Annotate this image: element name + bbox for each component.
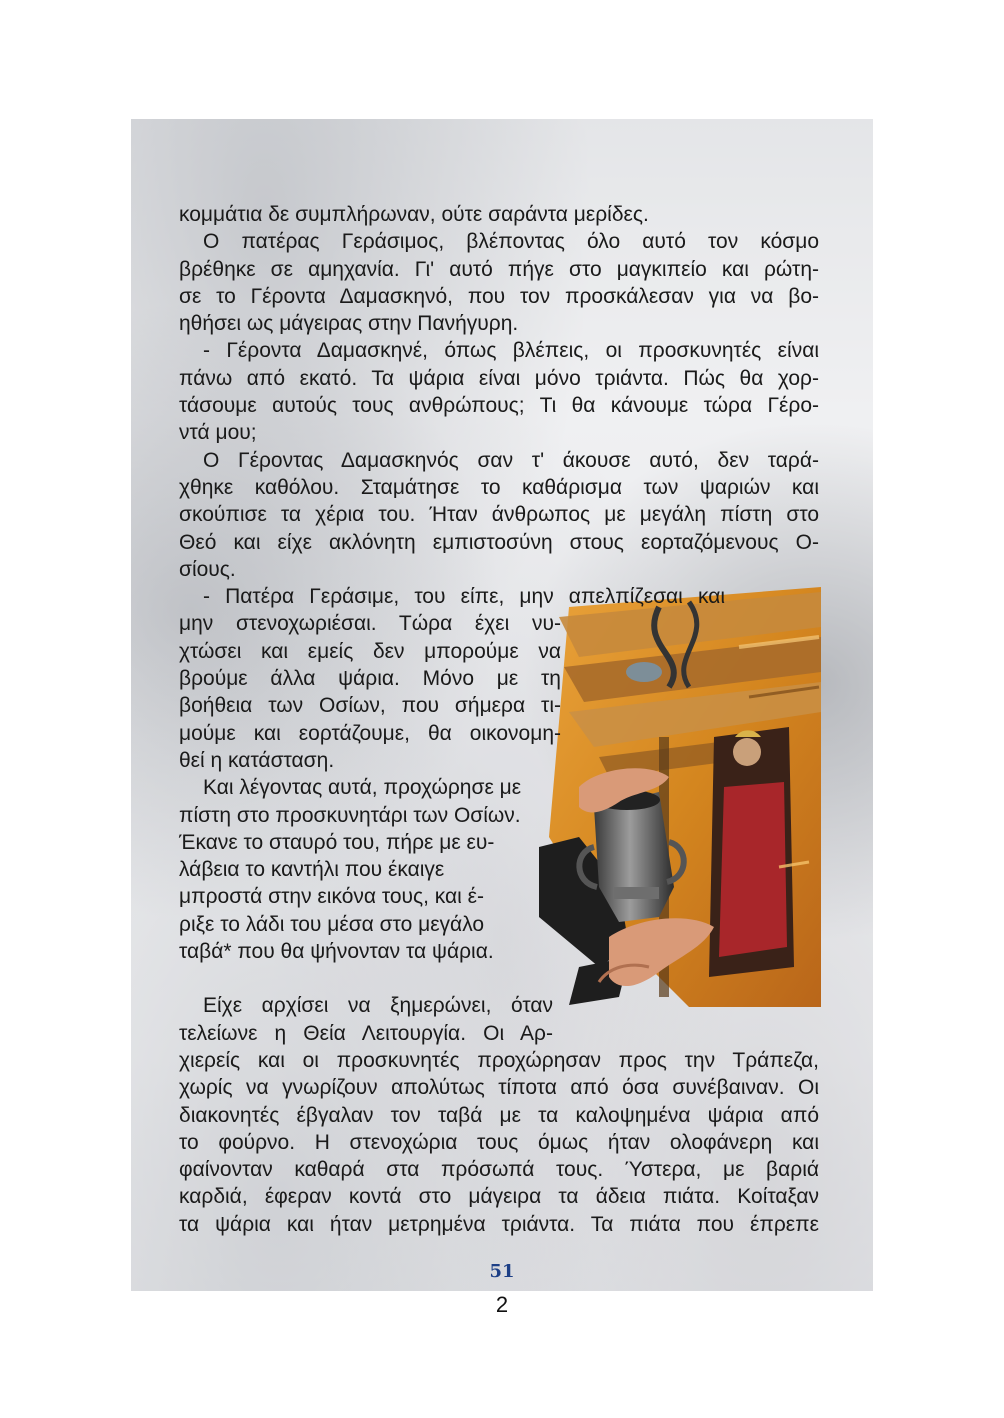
text-line: τελείωνε η Θεία Λειτουργία. Οι Αρ- — [179, 1021, 553, 1045]
text-line: Ο πατέρας Γεράσιμος, βλέποντας όλο αυτό τον κόσμο — [203, 230, 819, 254]
text-line: πίστη στο προσκυνητάρι των Οσίων. — [179, 803, 521, 827]
text-line: τα ψάρια και ήταν μετρημένα τριάντα. Τα πιάτα που έπρεπε — [179, 1212, 819, 1236]
text-line: Ο Γέροντας Δαμασκηνός σαν τ' άκουσε αυτό, δεν ταρά- — [203, 448, 819, 472]
text-line: σε το Γέροντα Δαμασκηνό, που τον προσκάλεσαν για να βο- — [179, 284, 819, 308]
text-line: ντά μου; — [179, 421, 257, 445]
text-line: θεί η κατάσταση. — [179, 748, 335, 772]
text-line: σίους. — [179, 557, 236, 581]
text-line: σκούπισε τα χέρια του. Ήταν άνθρωπος με μεγάλη πίστη στο — [179, 503, 819, 527]
text-line: ριξε το λάδι του μέσα στο μεγάλο — [179, 912, 485, 936]
text-line: χιερείς και οι προσκυνητές προχώρησαν προς την Τράπεζα, — [179, 1048, 819, 1072]
book-page-number: 51 — [489, 1261, 515, 1282]
text-line: ταβά* που θα ψήνονταν τα ψάρια. — [179, 940, 494, 964]
text-line: τάσουμε αυτούς τους ανθρώπους; Τι θα κάνουμε τώρα Γέρο- — [179, 394, 819, 418]
text-line: Θεό και είχε ακλόνητη εμπιστοσύνη στους εορταζόμενους Ο- — [179, 530, 819, 554]
text-line: μπροστά στην εικόνα τους, και έ- — [179, 885, 485, 909]
text-line: ηθήσει ως μάγειρας στην Πανήγυρη. — [179, 312, 519, 336]
text-line: Έκανε το σταυρό του, πήρε με ευ- — [179, 830, 495, 854]
text-line: χτώσει και εμείς δεν μπορούμε να — [179, 639, 561, 663]
text-line: βοήθεια των Οσίων, που σήμερα τι- — [179, 694, 561, 718]
text-line: - Γέροντα Δαμασκηνέ, όπως βλέπεις, οι προσκυνητές είναι — [203, 339, 819, 363]
text-line: κομμάτια δε συμπλήρωναν, ούτε σαράντα μερίδες. — [179, 203, 649, 226]
paragraph-gap — [179, 965, 819, 992]
story-text — [179, 201, 819, 1238]
text-line: χθηκε καθόλου. Σταμάτησε το καθάρισμα των ψαριών και — [179, 475, 819, 499]
text-line: Και λέγοντας αυτά, προχώρησε με — [203, 776, 522, 800]
text-line: βρέθηκε σε αμηχανία. Γι' αυτό πήγε στο μαγκιπείο και ρώτη- — [179, 257, 819, 281]
text-line: βρούμε άλλα ψάρια. Μόνο με τη — [179, 667, 561, 691]
text-line: πάνω από εκατό. Τα ψάρια είναι μόνο τριάντα. Πώς θα χορ- — [179, 366, 819, 390]
text-line: φαίνονταν καθαρά στα πρόσωπά τους. Ύστερα, με βαριά — [179, 1158, 819, 1182]
text-line: λάβεια το καντήλι που έκαιγε — [179, 858, 445, 882]
text-line: διακονητές έβγαλαν τον ταβά με τα καλοψημένα ψάρια από — [179, 1103, 819, 1127]
text-line: - Πατέρα Γεράσιμε, του είπε, μην απελπίζεσαι και — [203, 585, 725, 609]
text-line: μούμε και εορτάζουμε, θα οικονομη- — [179, 721, 561, 745]
text-line: χωρίς να γνωρίζουν απολύτως τίποτα από όσα συνέβαιναν. Οι — [179, 1076, 819, 1100]
book-page — [131, 119, 873, 1291]
text-line: μην στενοχωριέσαι. Τώρα έχει νυ- — [179, 612, 561, 636]
text-line: καρδιά, έφεραν κοντά στο μάγειρα τα άδεια πιάτα. Κοίταξαν — [179, 1185, 819, 1209]
text-line: Είχε αρχίσει να ξημερώνει, όταν — [203, 994, 553, 1018]
text-line: το φούρνο. Η στενοχώρια τους όμως ήταν ολοφάνερη και — [179, 1130, 819, 1154]
document-page-number: 2 — [495, 1292, 509, 1317]
